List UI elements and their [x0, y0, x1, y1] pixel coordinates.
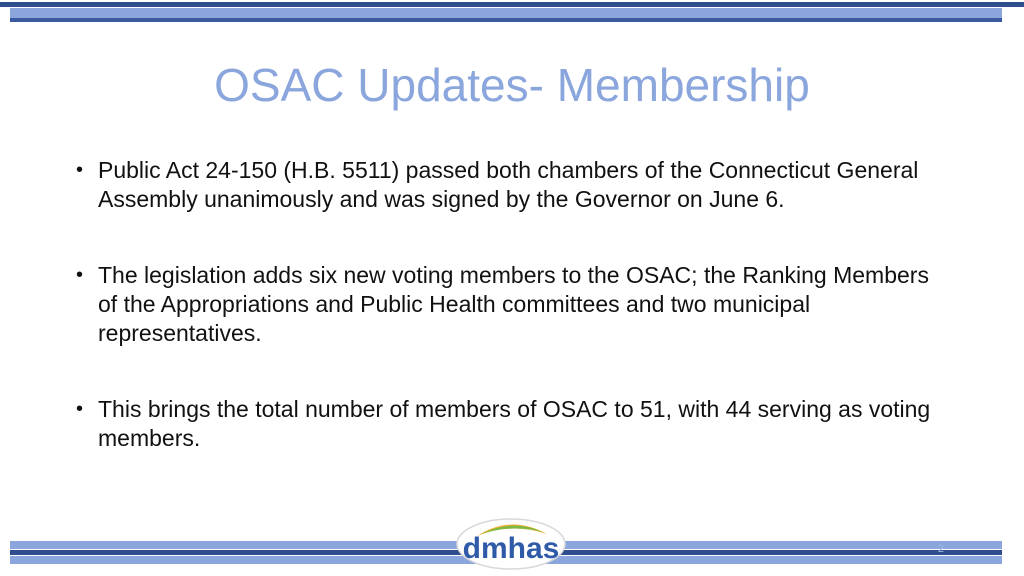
- header-bar-dark: [0, 2, 1024, 7]
- page-number: 2: [937, 543, 944, 555]
- header-bar-accent: [10, 18, 1002, 22]
- slide-title: OSAC Updates- Membership: [214, 59, 810, 111]
- header-bar-light: [10, 8, 1002, 18]
- bullet-list: [72, 156, 942, 500]
- logo-text: dmhas: [462, 532, 560, 565]
- bullet-item: • This brings the total number of members of OSAC to 51, with 44 serving as voting members.: [72, 395, 942, 453]
- bullet-item: • The legislation adds six new voting members to the OSAC; the Ranking Members of the Appropriations and Public Health committees and two municipal representatives.: [72, 261, 942, 348]
- dmhas-logo: [455, 512, 567, 570]
- bullet-item: • Public Act 24-150 (H.B. 5511) passed both chambers of the Connecticut General Assembly unanimously and was signed by the Governor on June 6.: [72, 156, 942, 214]
